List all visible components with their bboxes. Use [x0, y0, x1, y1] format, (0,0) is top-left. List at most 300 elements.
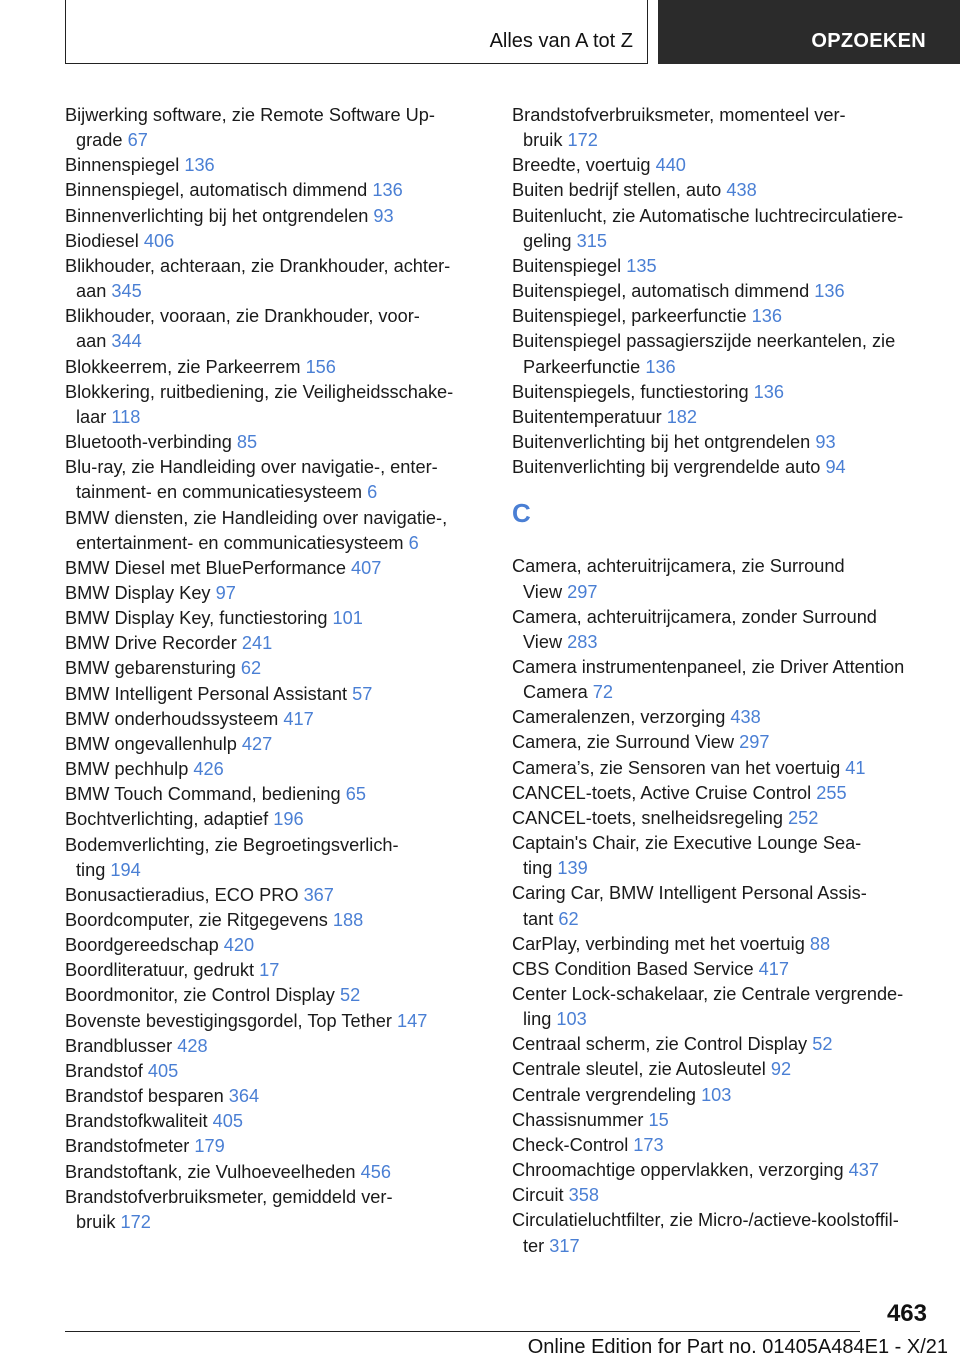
- index-entry: [512, 1158, 942, 1183]
- page-reference-link[interactable]: 139: [557, 858, 588, 879]
- index-entry-line: [512, 907, 942, 932]
- index-entry-line: [65, 329, 485, 354]
- index-entry-text: laar: [76, 406, 112, 427]
- page-reference-link[interactable]: 52: [812, 1034, 833, 1055]
- index-entry-text: tant: [523, 908, 559, 929]
- index-entry-line: [512, 103, 942, 128]
- page-reference-link[interactable]: 364: [228, 1086, 260, 1107]
- index-entry-text: Camera’s, zie Sensoren van het voertuig: [512, 757, 846, 778]
- index-entry-text: bruik: [523, 130, 568, 151]
- page-reference-link[interactable]: 156: [305, 356, 336, 377]
- index-entry-text: BMW Display Key, functiestoring: [65, 608, 333, 629]
- index-entry-line: [65, 631, 485, 656]
- index-entry-text: BMW pechhulp: [65, 759, 194, 780]
- index-entry: [512, 254, 942, 279]
- index-entry: [65, 1109, 485, 1134]
- page-reference-link[interactable]: 93: [815, 432, 836, 453]
- index-entry-text: entertainment- en communicatiesysteem: [76, 532, 409, 553]
- page-reference-link[interactable]: 367: [303, 884, 334, 905]
- index-entry-line: [512, 153, 942, 178]
- page-reference-link[interactable]: 255: [816, 782, 847, 803]
- page-number: 463: [886, 1300, 927, 1327]
- index-entry-text: CBS Condition Based Service: [512, 958, 759, 979]
- index-entry-text: Buitenspiegel, automatisch dimmend: [512, 281, 815, 302]
- index-entry-text: BMW onderhoudssysteem: [65, 708, 284, 729]
- index-entry-line: [65, 1210, 485, 1235]
- index-entry-line: [65, 556, 485, 581]
- index-entry: [512, 380, 942, 405]
- index-entry: [65, 1185, 485, 1235]
- index-entry: [512, 705, 942, 730]
- page-reference-link[interactable]: 440: [655, 155, 686, 176]
- index-entry: [512, 554, 942, 604]
- page-reference-link[interactable]: 52: [339, 985, 361, 1006]
- index-entry-text: Boordliteratuur, gedrukt: [65, 960, 260, 981]
- index-entry: [512, 430, 942, 455]
- index-entry-text: BMW ongevallenhulp: [65, 733, 242, 754]
- index-entry-text: Blu-ray, zie Handleiding over navigatie-, enter-: [65, 457, 438, 478]
- index-entry: [65, 1134, 485, 1159]
- index-entry-text: Caring Car, BMW Intelligent Personal Assis-: [512, 883, 867, 904]
- index-entry: [65, 1059, 485, 1084]
- index-entry-line: [65, 782, 485, 807]
- index-entry-text: Buitentemperatuur: [512, 406, 667, 427]
- index-entry: [65, 103, 485, 153]
- index-entry: [65, 204, 485, 229]
- index-entry: [512, 982, 942, 1032]
- index-entry-line: [65, 1185, 485, 1210]
- index-entry-text: Camera, zie Surround View: [512, 732, 740, 753]
- index-entry-text: Bijwerking software, zie Remote Software Up-: [65, 105, 435, 125]
- index-entry-text: Buitenspiegels, functiestoring: [512, 381, 754, 402]
- index-column-left: [65, 103, 485, 1235]
- index-entry-line: [65, 1109, 485, 1134]
- index-entry-line: [65, 707, 485, 732]
- index-entry-text: Bodemverlichting, zie Begroetingsverlich-: [65, 834, 399, 855]
- index-entry-text: Buitenverlichting bij het ontgrendelen: [512, 432, 816, 453]
- page-reference-link[interactable]: 103: [701, 1084, 732, 1105]
- page-reference-link[interactable]: 315: [576, 230, 607, 251]
- page-reference-link[interactable]: 17: [259, 960, 280, 981]
- index-entry-line: [512, 405, 942, 430]
- index-entry-text: ling: [523, 1009, 557, 1030]
- index-entry-line: [512, 1032, 942, 1057]
- index-entry-line: [512, 932, 942, 957]
- index-entry-text: Brandstofverbruiksmeter, gemiddeld ver-: [65, 1186, 393, 1207]
- index-entry-text: CarPlay, verbinding met het voertuig: [512, 933, 810, 954]
- index-entry: [512, 455, 942, 480]
- page-reference-link[interactable]: 345: [111, 281, 142, 302]
- index-entry: [512, 1208, 942, 1258]
- index-entry-text: bruik: [76, 1211, 121, 1232]
- index-entry: [65, 883, 485, 908]
- index-entry-text: Breedte, voertuig: [512, 155, 656, 176]
- section-tab-label: Alles van A tot Z: [489, 30, 633, 52]
- index-entry-line: [65, 1084, 485, 1109]
- index-entry: [512, 932, 942, 957]
- page-reference-link[interactable]: 94: [825, 457, 846, 478]
- index-entry-line: [65, 958, 485, 983]
- index-entry: [512, 304, 942, 329]
- index-entry-line: [65, 355, 485, 380]
- index-entry-text: geling: [523, 230, 577, 251]
- index-entry-line: [512, 1234, 942, 1259]
- index-entry-line: [512, 730, 942, 755]
- index-entry-line: [65, 204, 485, 229]
- index-entry-text: Bonusactieradius, ECO PRO: [65, 884, 304, 905]
- index-entry: [512, 655, 942, 705]
- index-entry-text: ting: [76, 859, 111, 880]
- page-reference-link[interactable]: 62: [240, 658, 262, 679]
- index-entry-text: grade: [76, 130, 128, 151]
- index-entry-line: [512, 254, 942, 279]
- index-entry: [65, 833, 485, 883]
- index-entry-line: [65, 178, 485, 203]
- index-entry-line: [65, 1160, 485, 1185]
- index-entry: [512, 806, 942, 831]
- index-entry-text: Chassisnummer: [512, 1109, 649, 1130]
- index-entry-text: Parkeerfunctie: [523, 356, 646, 377]
- page-reference-link[interactable]: 136: [184, 155, 215, 176]
- index-entry-line: [512, 1007, 942, 1032]
- page-reference-link[interactable]: 427: [241, 733, 273, 754]
- page-reference-link[interactable]: 297: [567, 581, 598, 602]
- index-entry: [512, 756, 942, 781]
- page-reference-link[interactable]: 41: [845, 757, 866, 778]
- index-entry-line: [65, 531, 485, 556]
- index-entry: [65, 556, 485, 581]
- index-entry-text: CANCEL-toets, Active Cruise Control: [512, 782, 817, 803]
- index-entry-text: Blikhouder, vooraan, zie Drankhouder, voor-: [65, 306, 420, 327]
- index-entry: [65, 229, 485, 254]
- index-entry: [65, 908, 485, 933]
- index-entry-line: [65, 304, 485, 329]
- index-entry-text: Biodiesel: [65, 230, 144, 251]
- index-entry-line: [65, 682, 485, 707]
- index-entry-line: [65, 455, 485, 480]
- index-entry-text: Binnenspiegel, automatisch dimmend: [65, 180, 373, 201]
- page-reference-link[interactable]: 194: [110, 859, 141, 880]
- page-reference-link[interactable]: 136: [753, 381, 784, 402]
- index-entry-text: Camera instrumentenpaneel, zie Driver Attention: [512, 656, 905, 677]
- index-entry-line: [65, 430, 485, 455]
- index-entry-text: Blokkeerrem, zie Parkeerrem: [65, 356, 306, 377]
- page-reference-link[interactable]: 417: [283, 708, 314, 729]
- index-entry-line: [512, 178, 942, 203]
- index-entry-line: [65, 1134, 485, 1159]
- index-entry: [512, 1032, 942, 1057]
- index-entry-text: Boordcomputer, zie Ritgegevens: [65, 910, 333, 930]
- index-entry: [65, 1160, 485, 1185]
- index-entry-text: Circuit: [512, 1185, 569, 1206]
- index-entry-text: BMW diensten, zie Handleiding over navigatie-,: [65, 507, 448, 528]
- index-entry: [65, 380, 485, 430]
- index-entry-text: Boordmonitor, zie Control Display: [65, 985, 340, 1006]
- index-entry-text: BMW Intelligent Personal Assistant: [65, 683, 353, 704]
- index-entry-line: [512, 355, 942, 380]
- index-column-right: [512, 103, 942, 1259]
- index-entry-line: [512, 705, 942, 730]
- page-reference-link[interactable]: 97: [215, 582, 236, 603]
- page-reference-link[interactable]: 101: [332, 608, 363, 629]
- index-entry-text: Cameralenzen, verzorging: [512, 707, 731, 728]
- index-entry-line: [512, 1108, 942, 1133]
- index-entry: [512, 881, 942, 931]
- page-reference-link[interactable]: 437: [848, 1160, 880, 1181]
- index-entry-text: Binnenverlichting bij het ontgrendelen: [65, 205, 374, 226]
- index-entry: [512, 957, 942, 982]
- index-entry-line: [512, 430, 942, 455]
- index-entry-text: BMW Touch Command, bediening: [65, 784, 346, 805]
- page-reference-link[interactable]: 136: [372, 180, 403, 201]
- index-entry: [65, 254, 485, 304]
- index-entry-line: [512, 781, 942, 806]
- page-reference-link[interactable]: 241: [241, 633, 273, 654]
- index-entry-line: [65, 1009, 485, 1034]
- page-reference-link[interactable]: 188: [332, 910, 364, 930]
- index-entry-text: Brandstofkwaliteit: [65, 1111, 213, 1132]
- index-entry-line: [65, 1034, 485, 1059]
- page-reference-link[interactable]: 147: [396, 1010, 428, 1031]
- index-entry-text: Brandstofmeter: [65, 1136, 195, 1157]
- index-entry-line: [65, 480, 485, 505]
- index-entry-line: [512, 204, 942, 229]
- index-entry: [65, 304, 485, 354]
- page-reference-link[interactable]: 93: [373, 205, 394, 226]
- section-tab[interactable]: [65, 0, 648, 64]
- index-entry-line: [512, 756, 942, 781]
- index-entry: [512, 1183, 942, 1208]
- index-entry-text: Camera, achteruitrijcamera, zonder Surround: [512, 606, 877, 627]
- page-reference-link[interactable]: 136: [751, 306, 782, 327]
- page-reference-link[interactable]: 15: [648, 1109, 669, 1130]
- index-entry: [65, 807, 485, 832]
- index-entry-line: [65, 103, 485, 128]
- footer-divider: [65, 1331, 860, 1332]
- index-entry-text: ting: [523, 858, 558, 879]
- index-entry-line: [65, 405, 485, 430]
- footer-edition: Online Edition for Part no. 01405A484E1 - X/21: [527, 1336, 948, 1358]
- index-entry-text: Bochtverlichting, adaptief: [65, 809, 274, 830]
- page-reference-link[interactable]: 428: [177, 1035, 208, 1056]
- page-reference-link[interactable]: 172: [120, 1211, 151, 1232]
- index-entry-text: ter: [523, 1235, 550, 1256]
- page-reference-link[interactable]: 103: [556, 1009, 587, 1030]
- index-entry-text: Blikhouder, achteraan, zie Drankhouder, achter-: [65, 255, 451, 276]
- index-entry-line: [512, 806, 942, 831]
- index-entry: [65, 430, 485, 455]
- index-entry-line: [512, 856, 942, 881]
- page-reference-link[interactable]: 417: [758, 958, 790, 979]
- page-reference-link[interactable]: 196: [273, 809, 304, 830]
- index-entry-text: Brandstof besparen: [65, 1086, 229, 1107]
- index-entry: [65, 933, 485, 958]
- index-entry-line: [65, 656, 485, 681]
- index-entry-line: [65, 883, 485, 908]
- index-entry: [65, 581, 485, 606]
- page-reference-link[interactable]: 6: [367, 482, 378, 503]
- index-entry: [512, 605, 942, 655]
- index-entry-line: [512, 1183, 942, 1208]
- index-entry: [512, 178, 942, 203]
- section-letter: C: [512, 498, 531, 529]
- index-entry-line: [512, 554, 942, 579]
- index-entry-text: Buitenspiegel, parkeerfunctie: [512, 306, 752, 327]
- index-entry-line: [65, 858, 485, 883]
- page-reference-link[interactable]: 456: [360, 1161, 391, 1182]
- index-entry-line: [512, 957, 942, 982]
- index-entry: [65, 631, 485, 656]
- index-entry: [65, 782, 485, 807]
- index-entry: [65, 983, 485, 1008]
- index-entry: [512, 1057, 942, 1082]
- index-entry-text: Brandstoftank, zie Vulhoeveelheden: [65, 1161, 361, 1182]
- page-reference-link[interactable]: 405: [147, 1060, 179, 1081]
- page-reference-link[interactable]: 85: [236, 432, 258, 453]
- index-entry-line: [65, 908, 485, 933]
- index-entry-line: [65, 581, 485, 606]
- page-reference-link[interactable]: 297: [739, 732, 770, 753]
- index-entry-text: Brandblusser: [65, 1035, 178, 1056]
- index-entry-line: [65, 229, 485, 254]
- index-entry: [65, 958, 485, 983]
- page-reference-link[interactable]: 426: [193, 759, 224, 780]
- index-entry-line: [65, 380, 485, 405]
- index-entry-line: [512, 329, 942, 354]
- page-reference-link[interactable]: 118: [111, 406, 141, 427]
- index-entry-text: Circulatieluchtfilter, zie Micro-/actieve-koolstoffil-: [512, 1210, 899, 1231]
- page-reference-link[interactable]: 438: [730, 707, 761, 728]
- lookup-tab[interactable]: [658, 0, 960, 64]
- index-entry-text: Blokkering, ruitbediening, zie Veiligheidsschake-: [65, 381, 454, 402]
- index-entry-line: [65, 833, 485, 858]
- page-reference-link[interactable]: 406: [143, 230, 175, 251]
- index-entry-line: [65, 1059, 485, 1084]
- index-entry-line: [512, 229, 942, 254]
- index-entry-text: Binnenspiegel: [65, 155, 185, 176]
- index-entry: [65, 682, 485, 707]
- index-entry-line: [512, 128, 942, 153]
- index-entry-line: [512, 1133, 942, 1158]
- lookup-tab-label: OPZOEKEN: [811, 30, 926, 52]
- index-entry: [512, 329, 942, 379]
- index-entry-line: [65, 606, 485, 631]
- index-entry-text: Center Lock-schakelaar, zie Centrale vergrende-: [512, 984, 904, 1004]
- page-reference-link[interactable]: 6: [408, 532, 419, 553]
- index-entry-text: Buiten bedrijf stellen, auto: [512, 180, 727, 201]
- index-entry-text: Bluetooth-verbinding: [65, 432, 237, 453]
- index-entry: [512, 204, 942, 254]
- index-entry-line: [512, 982, 942, 1007]
- index-entry-text: Chroomachtige oppervlakken, verzorging: [512, 1160, 849, 1181]
- index-entry-text: Buitenlucht, zie Automatische luchtrecirculatiere-: [512, 205, 904, 226]
- page-reference-link[interactable]: 57: [352, 683, 373, 704]
- index-entry-text: Brandstofverbruiksmeter, momenteel ver-: [512, 105, 846, 125]
- index-entry: [65, 178, 485, 203]
- page-reference-link[interactable]: 405: [212, 1111, 243, 1132]
- index-entry-line: [65, 254, 485, 279]
- page-reference-link[interactable]: 283: [567, 631, 598, 652]
- index-entry-line: [512, 455, 942, 480]
- page-reference-link[interactable]: 67: [127, 130, 148, 151]
- index-entry: [512, 279, 942, 304]
- index-entry: [65, 1084, 485, 1109]
- index-entry: [512, 831, 942, 881]
- index-entry: [512, 781, 942, 806]
- index-entry-text: BMW gebarensturing: [65, 658, 241, 679]
- index-entry-line: [512, 279, 942, 304]
- index-entry-text: aan: [76, 331, 112, 352]
- index-entry-line: [512, 380, 942, 405]
- page-reference-link[interactable]: 358: [568, 1185, 599, 1206]
- index-entry: [65, 355, 485, 380]
- index-entry: [65, 606, 485, 631]
- page-reference-link[interactable]: 252: [787, 807, 819, 828]
- index-entry-line: [512, 605, 942, 630]
- page-reference-link[interactable]: 135: [626, 255, 657, 276]
- page-reference-link[interactable]: 136: [814, 281, 845, 302]
- page-reference-link[interactable]: 136: [645, 356, 676, 377]
- page-reference-link[interactable]: 88: [809, 933, 831, 954]
- index-entry-line: [65, 128, 485, 153]
- index-entry-line: [512, 1057, 942, 1082]
- index-entry-text: Bovenste bevestigingsgordel, Top Tether: [65, 1010, 397, 1031]
- index-entry-line: [65, 279, 485, 304]
- index-entry: [65, 153, 485, 178]
- index-entry-line: [512, 1083, 942, 1108]
- index-entry: [512, 1083, 942, 1108]
- index-entry-line: [65, 506, 485, 531]
- page-reference-link[interactable]: 62: [558, 908, 579, 929]
- page-reference-link[interactable]: 179: [194, 1136, 225, 1157]
- index-entry-text: Buitenverlichting bij vergrendelde auto: [512, 457, 826, 478]
- page-reference-link[interactable]: 173: [633, 1134, 664, 1155]
- index-entry-line: [512, 630, 942, 655]
- index-entry-text: tainment- en communicatiesysteem: [76, 482, 368, 503]
- index-entry-line: [65, 933, 485, 958]
- index-entry: [512, 153, 942, 178]
- page-reference-link[interactable]: 182: [666, 406, 698, 427]
- index-entry-line: [512, 580, 942, 605]
- index-entry: [512, 1108, 942, 1133]
- page-reference-link[interactable]: 407: [351, 557, 382, 578]
- page-reference-link[interactable]: 420: [223, 935, 255, 956]
- index-entry-line: [65, 807, 485, 832]
- index-entry: [65, 732, 485, 757]
- index-entry: [65, 455, 485, 505]
- page-reference-link[interactable]: 92: [770, 1059, 792, 1080]
- page-reference-link[interactable]: 65: [345, 784, 366, 805]
- index-entry-text: Brandstof: [65, 1060, 148, 1081]
- index-entry-text: BMW Display Key: [65, 582, 216, 603]
- index-entry: [512, 1133, 942, 1158]
- index-entry: [512, 103, 942, 153]
- page-reference-link[interactable]: 172: [567, 130, 598, 151]
- index-entry-line: [512, 304, 942, 329]
- index-entry-line: [512, 1208, 942, 1233]
- page-reference-link[interactable]: 72: [592, 682, 613, 703]
- page-reference-link[interactable]: 344: [111, 331, 142, 352]
- index-entry-text: Camera, achteruitrijcamera, zie Surround: [512, 556, 845, 577]
- page-reference-link[interactable]: 317: [549, 1235, 580, 1256]
- index-entry-text: Buitenspiegel: [512, 255, 627, 276]
- index-entry-line: [65, 732, 485, 757]
- page-reference-link[interactable]: 438: [726, 180, 757, 201]
- index-entry: [512, 405, 942, 430]
- index-entry-text: Camera: [523, 682, 593, 703]
- index-entry: [65, 1034, 485, 1059]
- index-entry-line: [65, 983, 485, 1008]
